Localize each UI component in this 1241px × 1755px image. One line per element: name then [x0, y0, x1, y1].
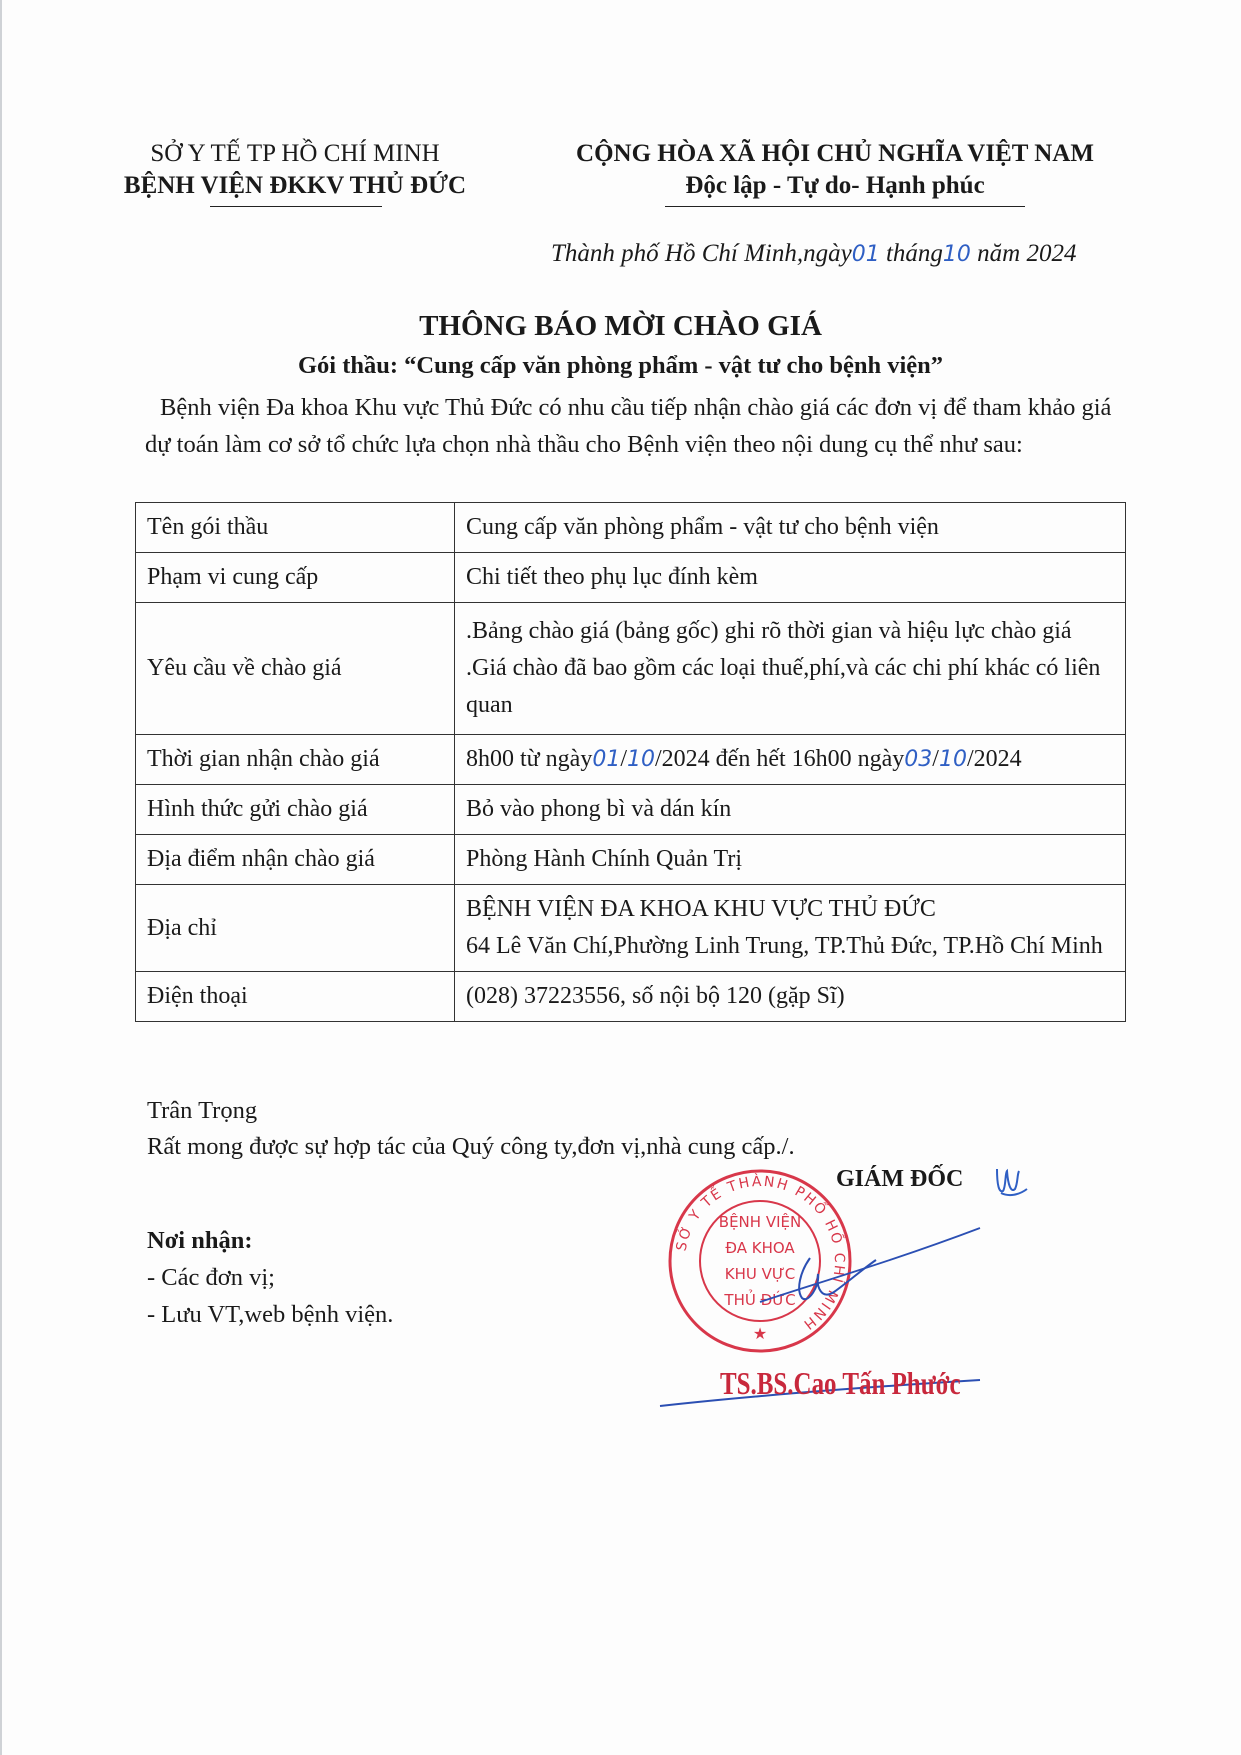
row-label: Địa chỉ: [136, 885, 455, 972]
address-line: BỆNH VIỆN ĐA KHOA KHU VỰC THỦ ĐỨC: [466, 896, 936, 922]
signer-position: GIÁM ĐỐC: [836, 1166, 964, 1192]
issuer-underline: [210, 206, 382, 207]
stamp-line: THỦ ĐỨC: [724, 1291, 796, 1309]
table-row: [136, 972, 1126, 1022]
row-label: Phạm vi cung cấp: [136, 553, 455, 603]
table-row: [136, 735, 1126, 785]
table-row: [136, 503, 1126, 553]
issuer-department: SỞ Y TẾ TP HỒ CHÍ MINH: [150, 140, 440, 167]
stamp-ring-text: SỞ Y TẾ THÀNH PHỐ HỒ CHÍ MINH: [673, 1173, 848, 1334]
document-subtitle: Gói thầu: “Cung cấp văn phòng phẩm - vật tư cho bệnh viện”: [297, 352, 944, 379]
row-value: Chi tiết theo phụ lục đính kèm: [455, 553, 1126, 603]
row-label: Địa điểm nhận chào giá: [136, 835, 455, 885]
date-month-label: tháng: [885, 240, 943, 267]
row-label: Thời gian nhận chào giá: [136, 735, 455, 785]
national-motto-block: [540, 138, 1130, 202]
table-row: [136, 885, 1126, 972]
date-prefix: Thành phố Hồ Chí Minh,ngày: [551, 240, 852, 267]
requirement-line: .Giá chào đã bao gồm các loại thuế,phí,và các chi phí khác có liên quan: [466, 655, 1101, 718]
motto-underline: [665, 206, 1025, 207]
motto: Độc lập - Tự do- Hạnh phúc: [685, 172, 985, 199]
closing-cooperation: Rất mong được sự hợp tác của Quý công ty,đơn vị,nhà cung cấp./.: [147, 1133, 795, 1160]
row-label: Yêu cầu về chào giá: [136, 603, 455, 735]
row-label: Điện thoại: [136, 972, 455, 1022]
intro-paragraph: Bệnh viện Đa khoa Khu vực Thủ Đức có nhu cầu tiếp nhận chào giá các đơn vị để tham khảo giá dự toán làm cơ sở tổ chức lựa chọn nhà thầu cho Bệnh viện theo nội dung cụ thể như sau:: [145, 394, 1112, 458]
recipients-block: [147, 1222, 393, 1333]
handwritten-month: 10: [627, 747, 655, 772]
address-line: 64 Lê Văn Chí,Phường Linh Trung, TP.Thủ Đức, TP.Hồ Chí Minh: [466, 933, 1103, 959]
row-value: Phòng Hành Chính Quản Trị: [455, 835, 1126, 885]
table-row: [136, 553, 1126, 603]
row-label: Tên gói thầu: [136, 503, 455, 553]
issuer-block: [100, 138, 490, 202]
info-table: [135, 502, 1126, 1022]
row-label: Hình thức gửi chào giá: [136, 785, 455, 835]
country-name: CỘNG HÒA XÃ HỘI CHỦ NGHĨA VIỆT NAM: [576, 140, 1094, 167]
row-value: [455, 603, 1126, 735]
table-row: [136, 785, 1126, 835]
stamp-star-icon: ★: [752, 1326, 768, 1343]
initials-mark: [993, 1163, 1033, 1199]
recipient-item: - Lưu VT,web bệnh viện.: [147, 1301, 394, 1328]
time-part: /2024: [966, 746, 1022, 772]
row-value: Cung cấp văn phòng phẩm - vật tư cho bệnh viện: [455, 503, 1126, 553]
row-value: 8h00 từ ngày01/10/2024 đến hết 16h00 ngày03/10/2024: [455, 735, 1126, 785]
scan-edge: [0, 0, 2, 1755]
table-row: [136, 835, 1126, 885]
recipients-title: Nơi nhận:: [147, 1227, 253, 1254]
closing-regards: Trân Trọng: [147, 1097, 258, 1124]
requirement-line: .Bảng chào giá (bảng gốc) ghi rõ thời gian và hiệu lực chào giá: [466, 618, 1072, 644]
time-part: /2024 đến hết 16h00 ngày: [655, 746, 905, 772]
issuer-hospital: BỆNH VIỆN ĐKKV THỦ ĐỨC: [123, 172, 467, 199]
handwritten-day: 03: [904, 747, 933, 772]
stamp-line: ĐA KHOA: [725, 1239, 795, 1257]
handwritten-month: 10: [938, 747, 967, 772]
stamp-line: KHU VỰC: [724, 1265, 796, 1283]
signer-name: TS.BS.Cao Tấn Phước: [720, 1365, 961, 1401]
document-title: THÔNG BÁO MỜI CHÀO GIÁ: [419, 310, 822, 342]
date-line: [551, 240, 1076, 268]
table-row: [136, 603, 1126, 735]
date-year: năm 2024: [977, 240, 1077, 267]
recipient-item: - Các đơn vị;: [147, 1264, 275, 1291]
row-value: [455, 885, 1126, 972]
stamp-line: BỆNH VIỆN: [718, 1213, 802, 1231]
row-value: (028) 37223556, số nội bộ 120 (gặp Sĩ): [455, 972, 1126, 1022]
date-month: 10: [942, 242, 971, 267]
row-value: Bỏ vào phong bì và dán kín: [455, 785, 1126, 835]
date-day: 01: [851, 242, 880, 267]
time-part: 8h00 từ ngày: [466, 746, 593, 772]
handwritten-day: 01: [592, 747, 621, 772]
